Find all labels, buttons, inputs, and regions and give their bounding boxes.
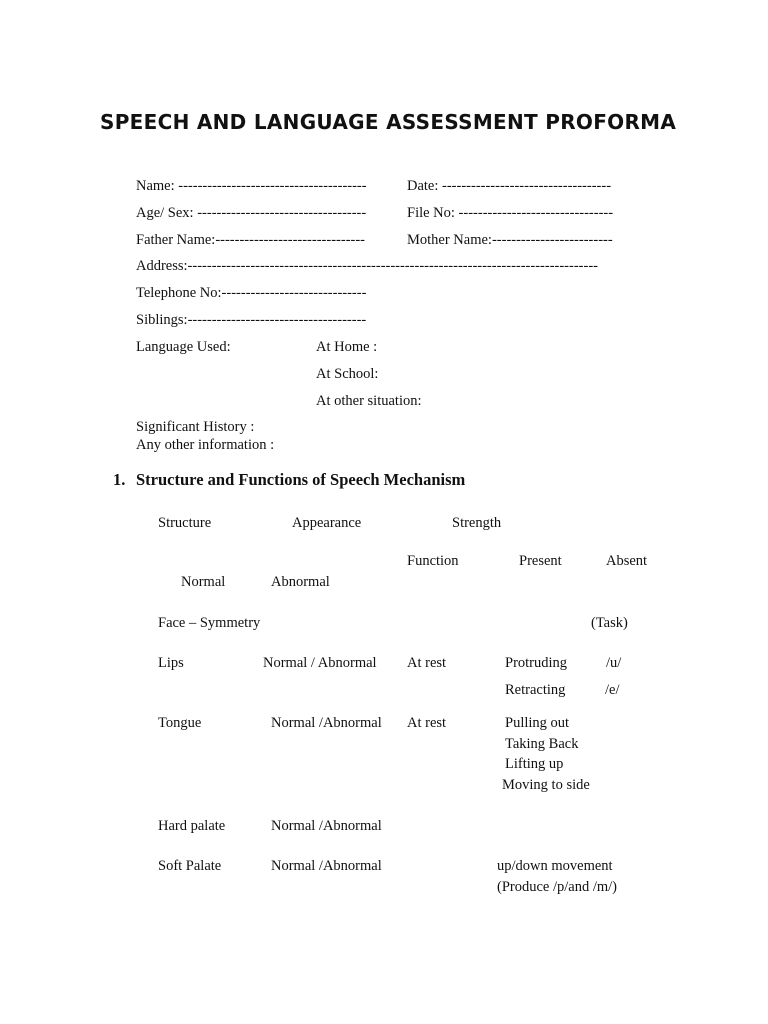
soft-palate-function: up/down movement	[497, 858, 613, 874]
lips-appearance: Normal / Abnormal	[263, 655, 377, 671]
header-absent: Absent	[606, 553, 648, 569]
soft-palate-appearance: Normal /Abnormal	[271, 858, 382, 874]
lips-strength: At rest	[407, 655, 447, 671]
lips-sound: /u/	[606, 655, 622, 671]
header-strength: Strength	[452, 515, 502, 531]
father-name-field: Father Name:-------------------------------	[136, 232, 366, 248]
face-symmetry-label: Face – Symmetry	[158, 615, 261, 631]
address-field: Address:-------------------------------------------------------------------------------------	[136, 258, 598, 274]
file-no-field: File No: --------------------------------	[407, 205, 614, 221]
date-field: Date: -----------------------------------	[407, 178, 612, 194]
header-function: Function	[407, 553, 459, 569]
hard-palate-label: Hard palate	[158, 818, 226, 834]
siblings-field: Siblings:-------------------------------------	[136, 312, 367, 328]
lips-label: Lips	[158, 655, 184, 671]
significant-history-label: Significant History :	[136, 419, 255, 435]
at-other-label: At other situation:	[316, 393, 422, 409]
section-heading: Structure and Functions of Speech Mechanism	[136, 470, 466, 489]
header-normal: Normal	[181, 574, 226, 590]
at-school-label: At School:	[316, 366, 379, 382]
name-field: Name: ---------------------------------------	[136, 178, 367, 194]
lips-function: Protruding	[505, 655, 568, 671]
age-sex-field: Age/ Sex: -----------------------------------	[136, 205, 367, 221]
tongue-function: Lifting up	[505, 756, 564, 772]
page-title: SPEECH AND LANGUAGE ASSESSMENT PROFORMA	[100, 110, 677, 134]
tongue-function: Taking Back	[505, 736, 579, 752]
section-number: 1.	[113, 470, 126, 489]
soft-palate-function: (Produce /p/and /m/)	[497, 879, 618, 895]
task-label: (Task)	[591, 615, 628, 631]
at-home-label: At Home :	[316, 339, 378, 355]
tongue-strength: At rest	[407, 715, 447, 731]
soft-palate-label: Soft Palate	[158, 858, 222, 874]
lips-function: Retracting	[505, 682, 566, 698]
lips-sound: /e/	[605, 682, 620, 698]
header-structure: Structure	[158, 515, 212, 531]
header-appearance: Appearance	[292, 515, 362, 531]
other-info-label: Any other information :	[136, 437, 275, 453]
language-used-label: Language Used:	[136, 339, 231, 355]
hard-palate-appearance: Normal /Abnormal	[271, 818, 382, 834]
header-abnormal: Abnormal	[271, 574, 330, 590]
telephone-field: Telephone No:------------------------------	[136, 285, 367, 301]
tongue-function: Moving to side	[502, 777, 590, 793]
tongue-label: Tongue	[158, 715, 202, 731]
mother-name-field: Mother Name:-------------------------	[407, 232, 613, 248]
header-present: Present	[519, 553, 562, 569]
tongue-function: Pulling out	[505, 715, 570, 731]
tongue-appearance: Normal /Abnormal	[271, 715, 382, 731]
